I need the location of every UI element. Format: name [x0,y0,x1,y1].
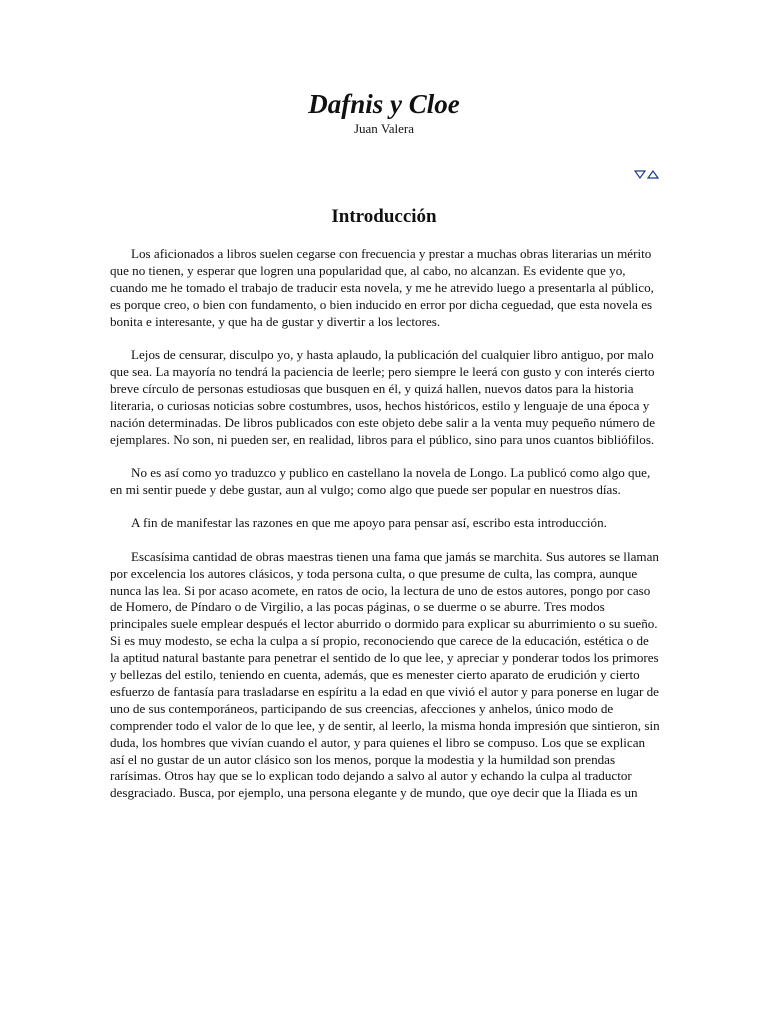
triangle-down-icon [634,168,646,180]
body-text [110,246,660,819]
triangle-up-icon [647,168,659,180]
paragraph: No es así como yo traduzco y publico en castellano la novela de Longo. La publicó como algo que, en mi sentir puede y debe gustar, aun al vulgo; como algo que puede ser popular en nuestros días. [110,464,651,497]
paragraph: A fin de manifestar las razones en que me apoyo para pensar así, escribo esta introducción. [131,515,607,531]
previous-section-link[interactable] [647,168,659,180]
paragraph: Lejos de censurar, disculpo yo, y hasta aplaudo, la publicación del cualquier libro antiguo, por malo que sea. La mayoría no tendrá la paciencia de leerle; pero siempre le leerá con gusto y con interés cierto breve círculo de personas estudiosas que busquen en él, y quizá hallen, nuevos datos para la historia literaria, o curiosas noticias sobre costumbres, usos, hechos históricos, estilo y lenguaje de una época y nación determinadas. De libros publicados con este objeto debe salir a la venta muy pequeño número de ejemplares. No son, ni pueden ser, en realidad, libros para el público, sino para unos cuantos bibliófilos. [110,347,656,447]
document-author: Juan Valera [353,121,415,136]
section-heading: Introducción [331,206,437,227]
paragraph: Escasísima cantidad de obras maestras tienen una fama que jamás se marchita. Sus autores se llaman por excelencia los autores clásicos, y toda persona culta, o que presume de culta, las compra, aunque nunca las lea. Si por acaso acomete, en ratos de ocio, la lectura de uno de estos autores, pongo por caso de Homero, de Píndaro o de Virgilio, a las pocas páginas, o se duerme o se aburre. Tres modos principales suele emplear después el lector aburrido o dormido para explicar su aburrimiento o su sueño. Si es muy modesto, se echa la culpa a sí propio, reconociendo que carece de la educación, estética o de la aptitud natural bastante para penetrar el sentido de lo que lee, y apreciar y ponderar todos los primores y bellezas del estilo, teniendo en cuenta, además, que es menester cierto aparato de erudición y cierto esfuerzo de fantasía para trasladarse en espíritu a la edad en que vivió el autor y para ponerse en lugar de uno de sus contemporáneos, participando de sus creencias, afecciones y anhelos, único modo de comprender todo el valor de lo que lee, y de sentir, al leerlo, la misma honda impresión que sintieron, sin duda, los hombres que vivían cuando el autor, y para quienes el libro se compuso. Los que se explican así el no gustar de un autor clásico son los menos, porque la modestia y la humildad son prendas rarísimas. Otros hay que se lo explican todo dejando a salvo al autor y echando la culpa al traductor desgraciado. Busca, por ejemplo, una persona elegante y de mundo, que oye decir que la Iliada es un [110,548,660,801]
page-navigation [634,168,660,182]
next-section-link[interactable] [634,168,646,180]
paragraph: Los aficionados a libros suelen cegarse con frecuencia y prestar a muchas obras literarias un mérito que no tienen, y esperar que logren una popularidad que, al cabo, no alcanzan. Es evidente que yo, cuando me he tomado el trabajo de traducir esta novela, y me he atrevido luego a presentarla al público, es porque creo, o bien con fundamento, o bien inducido en error por dicha ceguedad, que esta novela es bonita e interesante, y que ha de gustar y divertir a los lectores. [110,246,654,329]
document-title: Dafnis y Cloe [308,89,460,119]
